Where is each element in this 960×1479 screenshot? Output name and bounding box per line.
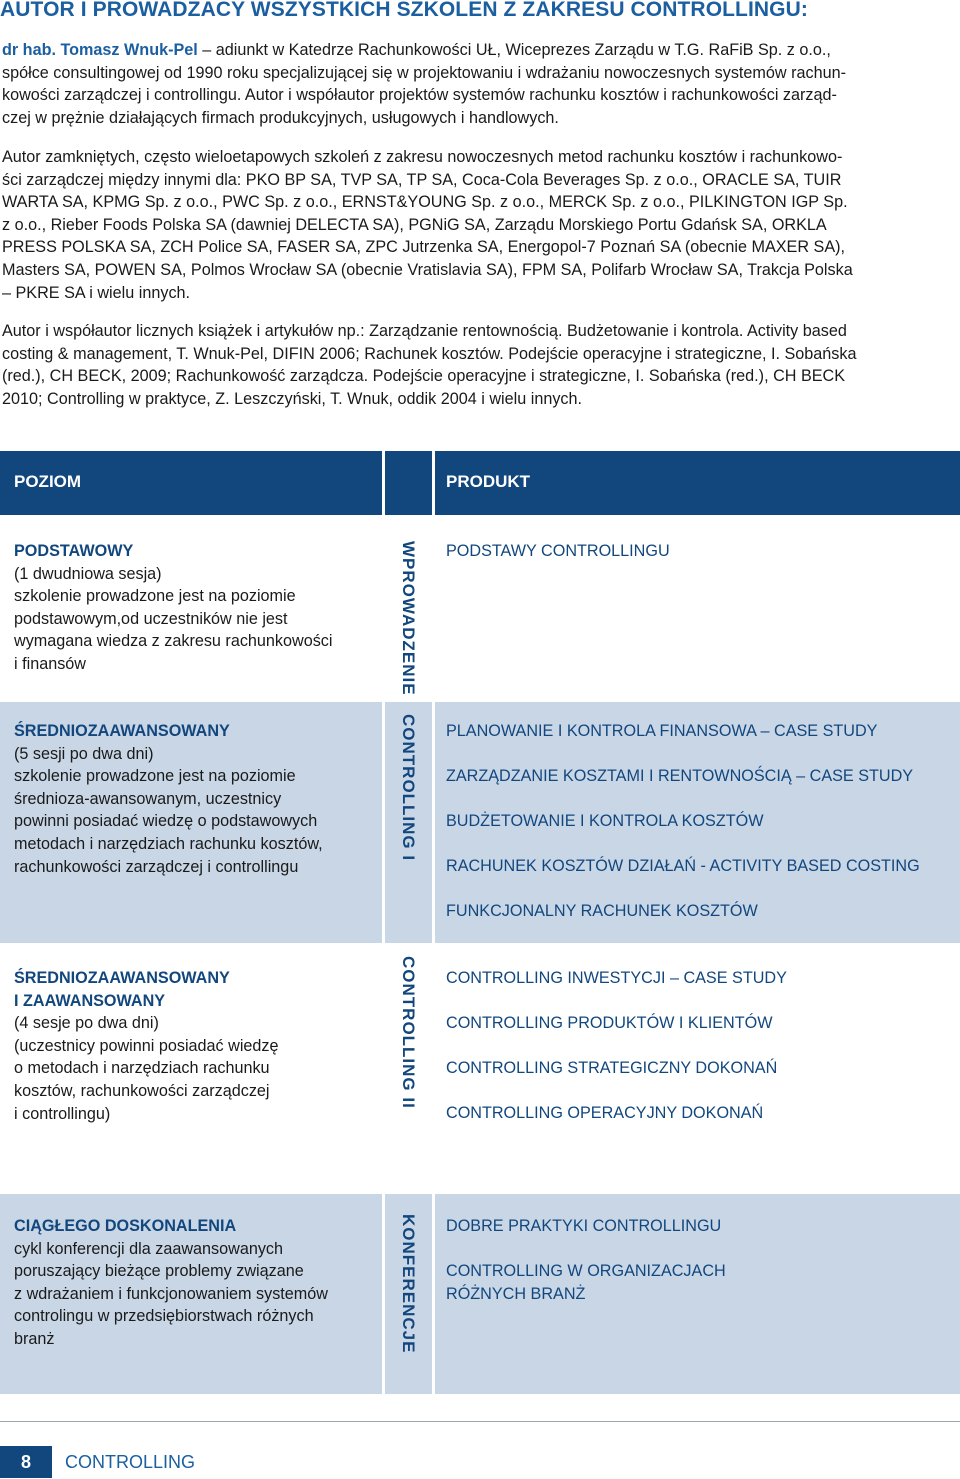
books-paragraph (2, 320, 960, 410)
product-item: ZARZĄDZANIE KOSZTAMI I RENTOWNOŚCIĄ – CASE STUDY (446, 767, 914, 785)
level-desc-line: z wdrażaniem i funkcjonowaniem systemów (14, 1284, 328, 1303)
level-title: PODSTAWOWY (14, 542, 134, 560)
trainings-paragraph (2, 146, 960, 304)
level-title: I ZAAWANSOWANY (14, 991, 166, 1010)
product-item: PLANOWANIE I KONTROLA FINANSOWA – CASE STUDY (446, 722, 878, 740)
level-desc-line: i finansów (14, 654, 86, 673)
bio-line-1: – adiunkt w Katedrze Rachunkowości UŁ, Wiceprezes Zarządu w T.G. RaFiB Sp. z o.o., (197, 41, 831, 59)
footer-label: CONTROLLING (65, 1452, 196, 1472)
level-desc-line: i controllingu) (14, 1104, 111, 1123)
level-desc-line: (uczestnicy powinni posiadać wiedzę (14, 1036, 279, 1055)
trainings-line: ści zarządczej między innymi dla: PKO BP SA, TVP SA, TP SA, Coca-Cola Beverages Sp. z o.o., ORACLE SA, TUIR (2, 170, 842, 189)
level-desc-line: branż (14, 1329, 55, 1348)
books-line: Autor i współautor licznych książek i artykułów np.: Zarządzanie rentownością. Budżetowanie i kontrola. Activity based (2, 322, 847, 340)
level-title: ŚREDNIOZAAWANSOWANY (14, 722, 230, 740)
level-desc-line: cykl konferencji dla zaawansowanych (14, 1239, 284, 1258)
product-item: RÓŻNYCH BRANŻ (446, 1284, 586, 1303)
level-desc-line: szkolenie prowadzone jest na poziomie (14, 767, 296, 786)
author-bio (2, 39, 960, 129)
product-item: CONTROLLING INWESTYCJI – CASE STUDY (446, 969, 787, 987)
page-title: AUTOR I PROWADZACY WSZYSTKICH SZKOLEN Z ZAKRESU CONTROLLINGU: (0, 0, 808, 21)
category-label: CONTROLLING II (399, 956, 418, 1109)
trainings-line: – PKRE SA i wielu innych. (2, 283, 191, 302)
category-label: KONFERENCJE (399, 1214, 418, 1354)
product-item: BUDŻETOWANIE I KONTROLA KOSZTÓW (446, 812, 764, 830)
column-divider (382, 451, 385, 1394)
trainings-line: z o.o., Rieber Foods Polska SA (dawniej DELECTA SA), PGNiG SA, Zarządu Morskiego Portu Gdańsk SA, ORKLA (2, 215, 827, 234)
header-level: POZIOM (14, 472, 82, 491)
product-item: CONTROLLING W ORGANIZACJACH (446, 1262, 726, 1280)
product-list (446, 1215, 958, 1305)
product-list (446, 540, 958, 563)
header-product: PRODUKT (446, 472, 531, 491)
level-desc-line: o metodach i narzędziach rachunku (14, 1059, 270, 1078)
level-desc-line: (4 sesje po dwa dni) (14, 1014, 159, 1033)
level-cell (14, 720, 379, 878)
books-line: (red.), CH BECK, 2009; Rachunkowość zarządcza. Podejście operacyjne i strategiczne, I. Sobańska (red.), CH BECK (2, 367, 846, 386)
product-item: CONTROLLING PRODUKTÓW I KLIENTÓW (446, 1014, 773, 1032)
books-line: costing & management, T. Wnuk-Pel, DIFIN 2006; Rachunek kosztów. Podejście operacyjne i strategiczne, I. Sobańska (2, 344, 857, 363)
level-desc-line: poruszający bieżące problemy związane (14, 1262, 304, 1281)
level-desc-line: metodach i narzędziach rachunku kosztów, (14, 834, 323, 853)
trainings-line: Autor zamkniętych, często wieloetapowych szkoleń z zakresu nowoczesnych metod rachunku kosztów i rachunkowo- (2, 148, 843, 166)
footer-divider (0, 1421, 960, 1422)
level-desc-line: średnioza-awansowanym, uczestnicy (14, 789, 282, 808)
category-label: CONTROLLING I (399, 714, 418, 862)
level-cell (14, 1215, 379, 1351)
product-item: PODSTAWY CONTROLLINGU (446, 542, 670, 560)
level-desc-line: (1 dwudniowa sesja) (14, 564, 162, 583)
level-title: ŚREDNIOZAAWANSOWANY (14, 969, 230, 987)
author-name: dr hab. Tomasz Wnuk-Pel (2, 41, 198, 59)
level-cell (14, 967, 379, 1125)
product-item: DOBRE PRAKTYKI CONTROLLINGU (446, 1217, 722, 1235)
product-item: RACHUNEK KOSZTÓW DZIAŁAŃ - ACTIVITY BASED COSTING (446, 857, 920, 875)
column-divider (432, 451, 435, 1394)
product-item: FUNKCJONALNY RACHUNEK KOSZTÓW (446, 902, 758, 920)
product-list (446, 967, 958, 1147)
level-desc-line: powinni posiadać wiedzę o podstawowych (14, 812, 318, 831)
level-desc-line: kosztów, rachunkowości zarządczej (14, 1081, 270, 1100)
product-item: CONTROLLING STRATEGICZNY DOKONAŃ (446, 1059, 778, 1077)
level-desc-line: podstawowym,od uczestników nie jest (14, 609, 288, 628)
trainings-line: PRESS POLSKA SA, ZCH Police SA, FASER SA, ZPC Jutrzenka SA, Energopol-7 Poznań SA (obecnie MAXER SA), (2, 238, 846, 257)
trainings-line: WARTA SA, KPMG Sp. z o.o., PWC Sp. z o.o., ERNST&YOUNG Sp. z o.o., MERCK Sp. z o.o., PILKINGTON IGP Sp. (2, 193, 848, 212)
product-item: CONTROLLING OPERACYJNY DOKONAŃ (446, 1104, 764, 1122)
bio-line-4: czej w prężnie działających firmach produkcyjnych, usługowych i handlowych. (2, 108, 559, 127)
bio-line-3: kowości zarządczej i controllingu. Autor i współautor projektów systemów rachunku kosztów i rachunkowości zarząd- (2, 86, 837, 105)
level-title: CIĄGŁEGO DOSKONALENIA (14, 1217, 237, 1235)
product-list (446, 720, 958, 945)
level-desc-line: szkolenie prowadzone jest na poziomie (14, 587, 296, 606)
category-label: WPROWADZENIE (399, 541, 418, 696)
level-cell (14, 540, 379, 676)
bio-line-2: spółce consultingowej od 1990 roku specjalizującej się w projektowaniu i wdrażaniu nowoczesnych systemów rachun- (2, 63, 846, 82)
trainings-line: Masters SA, POWEN SA, Polmos Wrocław SA (obecnie Vratislavia SA), FPM SA, Polifarb Wrocław SA, Trakcja Polska (2, 260, 853, 279)
level-desc-line: (5 sesji po dwa dni) (14, 744, 154, 763)
level-desc-line: rachunkowości zarządczej i controllingu (14, 857, 299, 876)
level-desc-line: controlingu w przedsiębiorstwach różnych (14, 1307, 314, 1326)
level-desc-line: wymagana wiedza z zakresu rachunkowości (14, 632, 333, 651)
page-number: 8 (0, 1446, 52, 1478)
books-line: 2010; Controlling w praktyce, Z. Leszczyński, T. Wnuk, oddik 2004 i wielu innych. (2, 389, 583, 408)
